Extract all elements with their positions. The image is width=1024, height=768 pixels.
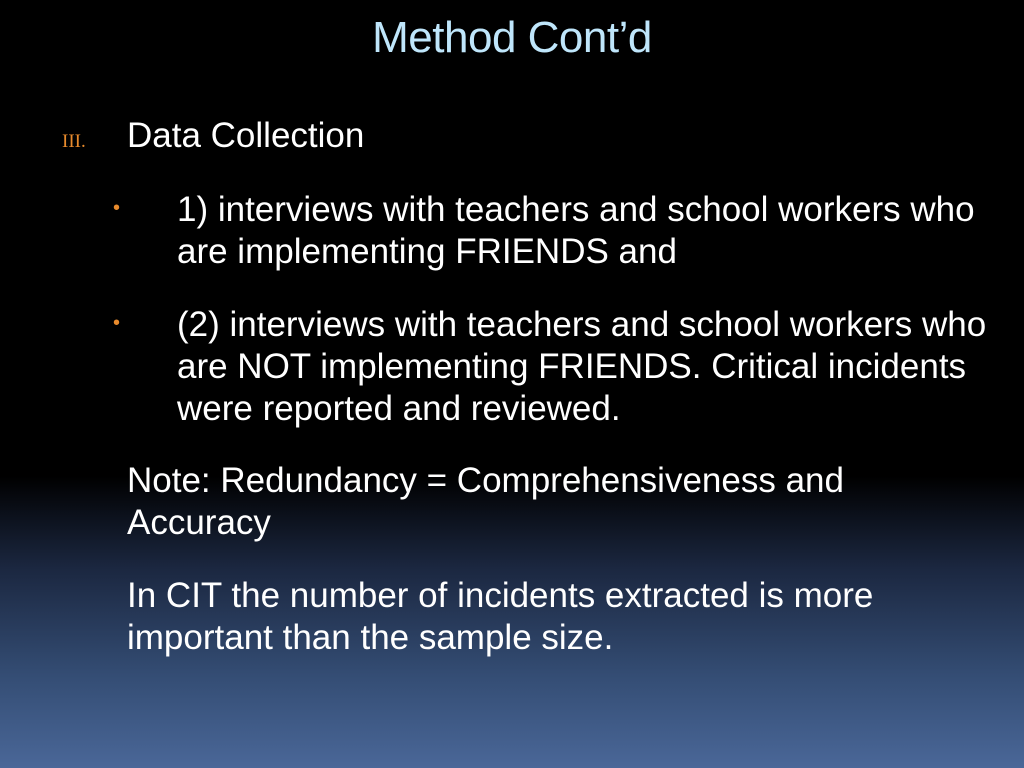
bullet-marker: • (113, 197, 121, 219)
section-number: III. (62, 131, 86, 152)
section-heading: Data Collection (127, 116, 365, 155)
note-paragraph: Note: Redundancy = Comprehensiveness and Accuracy (127, 461, 844, 542)
bullet-item: (2) interviews with teachers and school workers who are NOT implementing FRIENDS. Critical incidents were reported and reviewed. (177, 305, 987, 428)
bullet-marker: • (113, 312, 121, 334)
note-paragraph: In CIT the number of incidents extracted is more important than the sample size. (127, 576, 874, 657)
slide-title: Method Cont’d (372, 13, 652, 62)
bullet-item: 1) interviews with teachers and school workers who are implementing FRIENDS and (177, 190, 975, 271)
